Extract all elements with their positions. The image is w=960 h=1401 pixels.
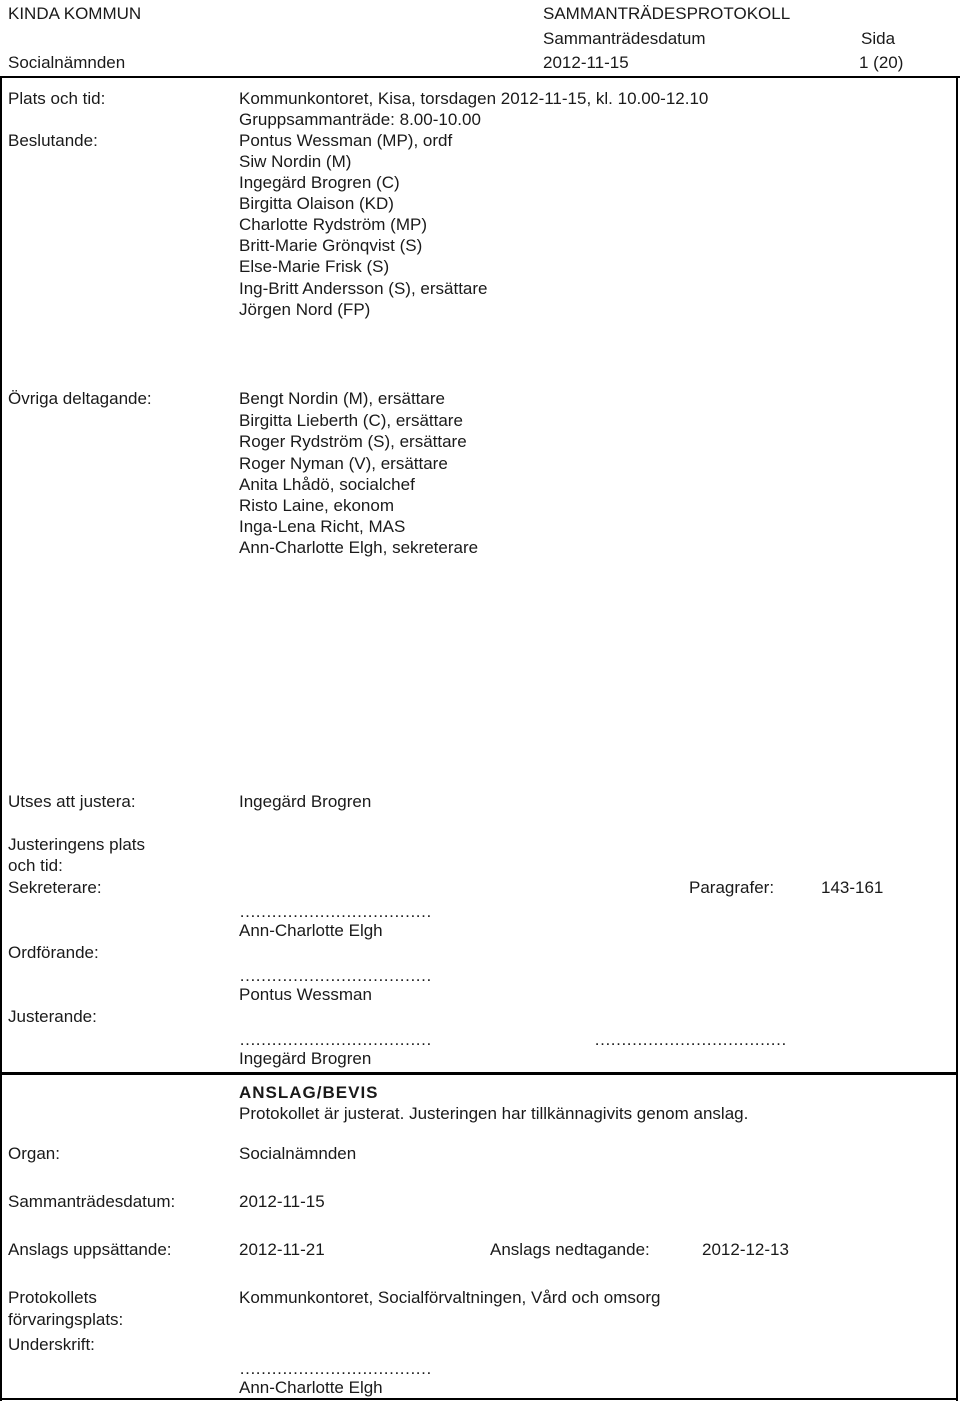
posted-label: Anslags uppsättande: — [8, 1240, 172, 1259]
other-participant: Inga-Lena Richt, MAS — [239, 517, 406, 536]
page-number: 1 (20) — [859, 53, 904, 72]
paragraphs-label: Paragrafer: — [689, 878, 775, 897]
signature-name: Ann-Charlotte Elgh — [239, 1378, 383, 1397]
signature-line: ……………………………… — [239, 902, 431, 921]
deciding-member: Ing-Britt Andersson (S), ersättare — [239, 279, 488, 298]
deciding-member: Pontus Wessman (MP), ordf — [239, 131, 453, 150]
header-divider — [0, 76, 960, 78]
deciding-label: Beslutande: — [8, 131, 98, 150]
storage-label: Protokollets — [8, 1288, 97, 1307]
others-label: Övriga deltagande: — [8, 389, 152, 408]
other-participant: Birgitta Lieberth (C), ersättare — [239, 411, 463, 430]
meeting-date-value: 2012-11-15 — [239, 1192, 325, 1211]
other-participant: Anita Lhådö, socialchef — [239, 475, 415, 494]
deciding-member: Birgitta Olaison (KD) — [239, 194, 394, 213]
committee-name: Socialnämnden — [8, 53, 126, 72]
other-participant: Roger Rydström (S), ersättare — [239, 432, 467, 451]
removed-value: 2012-12-13 — [702, 1240, 789, 1259]
place-label: Plats och tid: — [8, 89, 106, 108]
adjust-value: Ingegärd Brogren — [239, 792, 372, 811]
box-right-border — [956, 76, 958, 1401]
notice-divider — [0, 1072, 958, 1075]
other-participant: Ann-Charlotte Elgh, sekreterare — [239, 538, 479, 557]
page-label: Sida — [861, 29, 896, 48]
notice-text: Protokollet är justerat. Justeringen har tillkännagivits genom anslag. — [239, 1104, 749, 1123]
doc-type: SAMMANTRÄDESPROTOKOLL — [543, 4, 791, 23]
date-label: Sammanträdesdatum — [543, 29, 706, 48]
deciding-member: Else-Marie Frisk (S) — [239, 257, 390, 276]
adjust-place-label-2: och tid: — [8, 856, 63, 875]
storage-label-2: förvaringsplats: — [8, 1310, 124, 1329]
deciding-member: Britt-Marie Grönqvist (S) — [239, 236, 423, 255]
signature-line: ……………………………… — [239, 1359, 431, 1378]
other-participant: Bengt Nordin (M), ersättare — [239, 389, 445, 408]
org-name: KINDA KOMMUN — [8, 4, 142, 23]
adjuster-name: Ingegärd Brogren — [239, 1049, 372, 1068]
signature-line: ……………………………… — [594, 1030, 786, 1049]
chair-label: Ordförande: — [8, 943, 99, 962]
organ-label: Organ: — [8, 1144, 60, 1163]
box-left-border — [0, 76, 2, 1401]
notice-title: ANSLAG/BEVIS — [239, 1083, 379, 1102]
meeting-date: 2012-11-15 — [543, 53, 629, 72]
storage-value: Kommunkontoret, Socialförvaltningen, Vård och omsorg — [239, 1288, 661, 1307]
adjust-label: Utses att justera: — [8, 792, 136, 811]
removed-label: Anslags nedtagande: — [490, 1240, 650, 1259]
signature-line: ……………………………… — [239, 966, 431, 985]
organ-value: Socialnämnden — [239, 1144, 357, 1163]
other-participant: Roger Nyman (V), ersättare — [239, 454, 448, 473]
deciding-member: Ingegärd Brogren (C) — [239, 173, 400, 192]
adjust-place-label: Justeringens plats — [8, 835, 146, 854]
signature-label: Underskrift: — [8, 1335, 95, 1354]
deciding-member: Jörgen Nord (FP) — [239, 300, 371, 319]
posted-value: 2012-11-21 — [239, 1240, 325, 1259]
place-line-2: Gruppsammanträde: 8.00-10.00 — [239, 110, 481, 129]
chair-name: Pontus Wessman — [239, 985, 372, 1004]
signature-line: ……………………………… — [239, 1030, 431, 1049]
paragraphs-value: 143-161 — [821, 878, 884, 897]
secretary-label: Sekreterare: — [8, 878, 102, 897]
place-line-1: Kommunkontoret, Kisa, torsdagen 2012-11-15, kl. 10.00-12.10 — [239, 89, 709, 108]
deciding-member: Siw Nordin (M) — [239, 152, 352, 171]
deciding-member: Charlotte Rydström (MP) — [239, 215, 427, 234]
adjuster-label: Justerande: — [8, 1007, 97, 1026]
meeting-date-label: Sammanträdesdatum: — [8, 1192, 176, 1211]
box-bottom-border — [0, 1398, 958, 1400]
secretary-name: Ann-Charlotte Elgh — [239, 921, 383, 940]
other-participant: Risto Laine, ekonom — [239, 496, 394, 515]
